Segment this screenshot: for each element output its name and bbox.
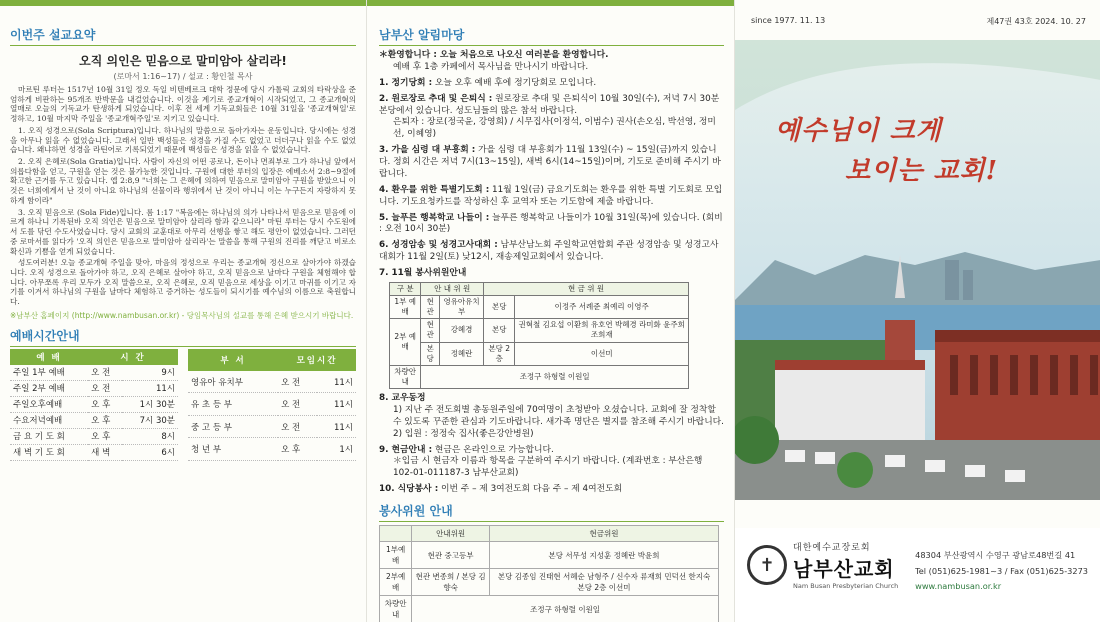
- worship-tables: [10, 349, 356, 461]
- table-row: 차량안내 조정구 하형렬 이원일: [380, 596, 719, 622]
- list-item: 10. 식당봉사 : 이번 주 – 제 3여전도회 다음 주 – 제 4여전도회: [379, 484, 623, 495]
- church-name: 남부산교회: [793, 557, 895, 581]
- list-item: 9. 현금안내 : 현금은 온라인으로 가능합니다. ＊입금 시 현금자 이름과 항목을 구분하여 주시기 바랍니다. (계좌번호 : 부산은행 102-01-011187-3 남부산교회): [379, 444, 703, 479]
- church-footer: [735, 528, 1100, 622]
- announcements-panel: [366, 0, 734, 622]
- table-row: 중 고 등 부 오 전 11시: [188, 415, 356, 437]
- list-item: 1. 정기당회 : 오늘 오후 예배 후에 정기당회로 모입니다.: [379, 77, 597, 88]
- list-item: 3. 가을 심령 대 부흥회 : 가을 심령 대 부흥회가 11월 13일(수) ~ 15일(금)까지 있습니다. 정회 시간은 저녁 7시(13~15일), 새벽 6시(14~15일)이며, 기도로 준비해 주시기 바랍니다.: [379, 145, 721, 179]
- list-item: 8. 교우동정 1) 지난 주 전도회별 총동원주일에 70여명이 초청받아 오셨습니다. 교회에 잘 정착할 수 있도록 꾸준한 관심과 기도바랍니다. 새가족 명단은 별지를 참조해 주시기 바랍니다. 2) 입원 : 정정숙 집사(좋은강안병원): [379, 393, 724, 439]
- table-header: 부 서: [188, 349, 278, 371]
- sermon-paragraph: 1. 오직 성경으로(Sola Scriptura)입니다. 하나님의 말씀으로 돌아가자는 운동입니다. 당시에는 성경을 아무나 읽을 수 없었습니다. 그래서 일반 백성들은 성경을 가질 수도 없었고 더더구나 읽을 수도 없었습니다. 왜냐하면 성경을 라틴어로 기록되었기 때문에 백성들은 성경을 읽을 수 없었습니다.: [10, 125, 356, 155]
- list-item: ＊환영합니다 : 오늘 처음으로 나오신 여러분을 환영합니다. 예배 후 1층 카페에서 목사님을 만나시기 바랍니다.: [379, 50, 609, 72]
- table-row: 주일 1부 예배 오 전 9시: [10, 365, 178, 381]
- table-row: 유 초 등 부 오 전 11시: [188, 393, 356, 415]
- bongsa-section-title: 봉사위원 안내: [379, 500, 724, 522]
- list-item: 2. 원로장로 추대 및 은퇴식 : 원로장로 추대 및 은퇴식이 10월 30일(수), 저녁 7시 30분 본당에서 있습니다. 성도님들의 많은 참석 바랍니다. 은퇴자 : 장로(정국윤, 강영희) / 시무집사(이정석, 이범수) 권사(손오심, 박선영, 정미선, 이혜영): [379, 93, 720, 140]
- issue-info: 제47권 43호 2024. 10. 27: [986, 17, 1086, 26]
- list-item: 6. 성경암송 및 성경고사대회 : 남부산남노회 주일학교연합회 주관 성경암송 및 성경고사 대회가 11월 2일(토) 낮12시, 재송제일교회에서 있습니다.: [379, 240, 719, 263]
- table-row: 차량안내 조정구 하형렬 이원일: [390, 365, 689, 388]
- sermon-section-title: 이번주 설교요약: [10, 6, 356, 46]
- list-item: 4. 환우를 위한 특별기도회 : 11월 1일(금) 금요기도회는 환우를 위한 특별 기도회로 모입니다. 기도요청카드를 작성하신 후 교역자 또는 기도함에 제출 바랍니다.: [379, 184, 723, 207]
- homepage-note: ※남부산 홈페이지 (http://www.nambusan.or.kr) - 당임목사님의 설교를 통해 은혜 받으시기 바랍니다.: [10, 310, 354, 320]
- department-time-table: [188, 349, 356, 461]
- since-date: since 1977. 11. 13: [751, 16, 826, 25]
- sermon-paragraph: 2. 오직 은혜로(Sola Gratia)입니다. 사람이 자신의 어떤 공로나, 돈이나 면죄부로 그가 하나님 앞에서 의롭다함을 얻고, 구원을 얻는 것은 불가능한 것입니다. 구원에 대한 루터의 입장은 에베소서 2:8~9절에 확고한 근거를 두고 있습니다. 엡 2:8,9 "너희는 그 은혜에 의하여 믿음으로 말미암아 구원을 받았으니 이것은 너희에게서 난 것이 아니요 하나님의 선물이라 행위에서 난 것이 아니니 이는 누구든지 자랑하지 못하게 함이라": [10, 157, 356, 205]
- table-header: 시 간: [88, 349, 178, 365]
- table-row: 1부 예배 현관 영유아유치부 본당 이정주 서례준 최예리 이영주: [390, 296, 689, 319]
- sermon-title: 오직 의인은 믿음으로 말미암아 살리라!: [79, 54, 287, 68]
- table-row: 본당 정혜란 본당 2층 이선미: [390, 342, 689, 365]
- table-row: 청 년 부 오 후 1시: [188, 438, 356, 460]
- november-volunteer-table: 구 분 안 내 위 원 현 금 위 원 1부 예배 현관 영유아유치부 본당 이정주 서례준 최예리 이영주 2부 예배 현관 강혜경 본당 권혁철 김요섭 이환희 유호연 박혜경 라미화 윤주희 조희재 본당 정혜란 본당 2층 이선미 차량안내 조정구 하형렬 이원일: [389, 282, 689, 389]
- worship-time-table: [10, 349, 178, 461]
- table-row: 영유아 유치부 오 전 11시: [188, 371, 356, 393]
- church-english-name: Nam Busan Presbyterian Church: [793, 582, 899, 590]
- phone-fax: Tel (051)625-1981~3 / Fax (051)625-3273: [915, 565, 1088, 576]
- contact-info: [915, 548, 1088, 595]
- table-row: 금 요 기 도 회 오 후 8시: [10, 428, 178, 444]
- list-item: 5. 늘푸른 행복학교 나들이 : 늘푸른 행복학교 나들이가 10월 31일(목)에 있습니다. (회비 : 오전 10시 30분): [379, 212, 723, 235]
- website-link[interactable]: www.nambusan.or.kr: [915, 581, 1002, 592]
- sermon-paragraph: 3. 오직 믿음으로 (Sola Fide)입니다. 롬 1:17 "복음에는 하나님의 의가 나타나서 믿음으로 믿음에 이르게 하나니 기록된바 오직 의인은 믿음으로 말미암아 살리라 함과 같으니라" 마틴 루터는 당시 수도원에서 도를 닦던 수도사였습니다. 당시 교회의 교훈대로 아무리 선행을 쌓고 해도 평안이 없었습니다. 그러던 중 로마서를 읽다가 '오직 의인은 믿음으로 말미암아 살리라'는 말씀을 통해 구원의 진리를 깨닫고 비로소 확신과 기쁨을 얻게 되었습니다.: [10, 207, 356, 256]
- table-row: 2부예배 현관 변종희 / 본당 김향숙 본당 김종임 진태현 서혜순 남형주 / 신수자 류재희 민덕선 한지숙 본당 2층 이선미: [380, 569, 719, 596]
- announcements-section-title: 남부산 알림마당: [379, 6, 724, 46]
- table-header: 예 배: [10, 349, 88, 365]
- worship-section-title: 예배시간안내: [10, 323, 356, 347]
- table-row: 수요저녁예배 오 후 7시 30분: [10, 412, 178, 428]
- address: 48304 부산광역시 수영구 광남로48번길 41: [915, 550, 1076, 560]
- volunteer-table: 안내위원 현금위원 1부예배 현관 중고등부 본당 서무성 지성훈 정혜란 박윤희 2부예배 현관 변종희 / 본당 김향숙 본당 김종임 진태현 서혜순 남형주 / 신수자 류재희 민덕선 한지숙 본당 2층 이선미 차량안내 조정구 하형렬 이원일: [379, 525, 719, 622]
- table-row: 1부예배 현관 중고등부 본당 서무성 지성훈 정혜란 박윤희: [380, 542, 719, 569]
- denomination: 대한예수교장로회: [793, 543, 871, 553]
- issue-meta: [751, 16, 1086, 27]
- slogan-line-2: 보이는 교회!: [845, 156, 999, 186]
- sermon-paragraph: 성도여러분! 오늘 종교개혁 주일을 맞아, 마음의 정성으로 우리는 종교개혁 정신으로 살아가야 하겠습니다. 오직 성경으로 돌아가야 하고, 오직 은혜로 살아야 하고, 오직 믿음으로 날마다 구원을 체험해야 합니다. 아무쪼록 우리 모두가 오직 말씀으로, 오직 은혜로, 오직 믿음으로 세상을 이기고 마귀를 이기고 자기를 이겨서 하나님의 구원을 날마다 체험하고 증거하는 성도들이 되시기를 예수님의 이름으로 축원합니다.: [10, 258, 356, 307]
- table-header: 모임시간: [278, 349, 356, 371]
- top-accent-bar: [0, 0, 366, 6]
- table-row: 주일 2부 예배 오 전 11시: [10, 380, 178, 396]
- table-row: 2부 예배 현관 강혜경 본당 권혁철 김요섭 이환희 유호연 박혜경 라미화 윤주희 조희재: [390, 319, 689, 342]
- top-accent-bar: [367, 0, 734, 6]
- table-row: 새 벽 기 도 회 새 벽 6시: [10, 444, 178, 460]
- sermon-body: [10, 85, 356, 307]
- table-row: 주일오후예배 오 후 1시 30분: [10, 396, 178, 412]
- church-photo: [735, 40, 1100, 500]
- sermon-panel: [0, 0, 366, 622]
- church-seal-icon: ✝: [747, 545, 787, 585]
- cover-panel: [734, 0, 1100, 622]
- sermon-paragraph: 마르틴 루터는 1517년 10월 31일 정오 독일 비텐베르크 대학 정문에 당시 가톨릭 교회의 타락상을 준엄하게 비판하는 95개조 반박문을 내걸었습니다. 이것을 계기로 종교개혁이 시작되었고, 그 종교개혁의 열매로 오늘의 기독교가 탄생하게 되었습니다. 이후 전 세계 기독교회들은 10월 31일을 '종교개혁일'로 정하고, 10월 마지막 주일을 '종교개혁주일'로 지키고 있습니다.: [10, 85, 356, 124]
- announcement-list: [379, 50, 724, 496]
- sermon-reference: (로마서 1:16~17) / 설교 : 황인철 목사: [113, 72, 253, 81]
- slogan-line-1: 예수님이 크게: [775, 116, 942, 146]
- list-item: 7. 11월 봉사위원안내 구 분 안 내 위 원 현 금 위 원 1부 예배 현관 영유아유치부 본당 이정주 서례준 최예리 이영주 2부 예배 현관 강혜경 본당 권혁철 김요섭 이환희 유호연 박혜경 라미화 윤주희 조희재 본당 정혜란 본당 2층 이선미 차량안내 조정구 하형렬 이원일: [379, 268, 724, 389]
